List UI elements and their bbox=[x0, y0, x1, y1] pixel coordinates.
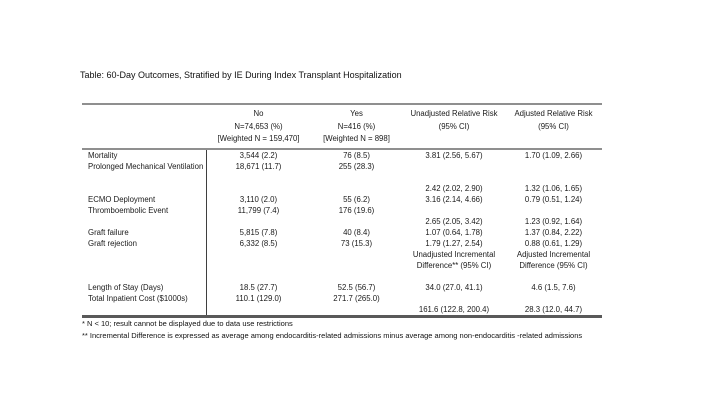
row-label-cell: Graft failure bbox=[82, 227, 207, 238]
value-cell: Difference** (95% CI) bbox=[416, 261, 492, 270]
value-cell bbox=[403, 205, 505, 216]
value-cell bbox=[505, 271, 602, 282]
value-cell: 5,815 (7.8) bbox=[239, 228, 278, 237]
header-col-no bbox=[207, 108, 310, 146]
value-cell: 52.5 (56.7) bbox=[337, 283, 376, 292]
table-row bbox=[82, 172, 602, 183]
table-row bbox=[82, 161, 602, 172]
header-line: Yes bbox=[350, 109, 363, 118]
value-cell: 1.79 (1.27, 2.54) bbox=[425, 239, 483, 248]
header-line: N=416 (%) bbox=[337, 121, 376, 131]
value-cell: 11,799 (7.4) bbox=[237, 206, 280, 215]
value-cell: 0.79 (0.51, 1.24) bbox=[524, 195, 583, 204]
value-cell bbox=[207, 249, 310, 260]
value-cell: 1.23 (0.92, 1.64) bbox=[524, 217, 583, 226]
table-row bbox=[82, 227, 602, 238]
header-col-adjusted-rr bbox=[505, 108, 602, 146]
value-cell: 255 (28.3) bbox=[338, 162, 375, 171]
value-cell: Unadjusted Incremental bbox=[412, 250, 496, 259]
value-cell bbox=[505, 161, 602, 172]
table-row bbox=[82, 205, 602, 216]
value-cell bbox=[207, 271, 310, 282]
row-label-cell bbox=[82, 216, 207, 227]
value-cell bbox=[310, 249, 403, 260]
value-cell: 6,332 (8.5) bbox=[239, 239, 278, 248]
row-label-cell bbox=[82, 172, 207, 183]
value-cell bbox=[403, 172, 505, 183]
value-cell: 18,671 (11.7) bbox=[235, 162, 282, 171]
row-label-cell bbox=[82, 249, 207, 260]
header-line: Unadjusted Relative Risk bbox=[410, 109, 498, 118]
table-body bbox=[82, 150, 602, 318]
table-row bbox=[82, 150, 602, 161]
row-label-cell bbox=[82, 304, 207, 315]
footnote-1: * N < 10; result cannot be displayed due to data use restrictions bbox=[82, 319, 293, 328]
value-cell: 73 (15.3) bbox=[340, 239, 373, 248]
header-line: [Weighted N = 159,470] bbox=[217, 134, 300, 143]
value-cell: 161.6 (122.8, 200.4) bbox=[418, 305, 490, 314]
value-cell bbox=[505, 293, 602, 304]
header-line: N=74,653 (%) bbox=[234, 121, 283, 131]
header-line: [Weighted N = 898] bbox=[323, 134, 390, 143]
row-label-cell: Thromboembolic Event bbox=[82, 205, 207, 216]
row-label-cell: Length of Stay (Days) bbox=[82, 282, 207, 293]
value-cell bbox=[403, 293, 505, 304]
value-cell: 1.37 (0.84, 2.22) bbox=[524, 228, 583, 237]
table-row bbox=[82, 271, 602, 282]
value-cell: 1.70 (1.09, 2.66) bbox=[524, 151, 583, 160]
value-cell: 55 (6.2) bbox=[343, 195, 370, 204]
outcomes-table bbox=[82, 103, 602, 318]
value-cell: 271.7 (265.0) bbox=[333, 294, 380, 303]
table-title: Table: 60-Day Outcomes, Stratified by IE During Index Transplant Hospitalization bbox=[80, 70, 402, 80]
value-cell: 1.32 (1.06, 1.65) bbox=[524, 184, 583, 193]
value-cell bbox=[207, 304, 310, 315]
footnote-2: ** Incremental Difference is expressed as average among endocarditis-related admissions minus average among non-endocarditis -related admissions bbox=[82, 331, 583, 340]
value-cell bbox=[403, 161, 505, 172]
table-row bbox=[82, 304, 602, 315]
value-cell: 40 (8.4) bbox=[343, 228, 370, 237]
row-label-cell: Graft rejection bbox=[82, 238, 207, 249]
value-cell: 3.16 (2.14, 4.66) bbox=[425, 195, 483, 204]
value-cell bbox=[207, 260, 310, 271]
table-row bbox=[82, 282, 602, 293]
value-cell: 176 (19.6) bbox=[338, 206, 375, 215]
table-row bbox=[82, 238, 602, 249]
value-cell: 28.3 (12.0, 44.7) bbox=[524, 305, 583, 314]
header-line: No bbox=[253, 109, 264, 118]
table-row bbox=[82, 194, 602, 205]
row-label-cell bbox=[82, 271, 207, 282]
header-empty-cell bbox=[82, 108, 207, 146]
value-cell: Difference (95% CI) bbox=[519, 261, 588, 270]
value-cell bbox=[403, 271, 505, 282]
value-cell bbox=[207, 183, 310, 194]
value-cell: 2.65 (2.05, 3.42) bbox=[425, 217, 483, 226]
value-cell: 0.88 (0.61, 1.29) bbox=[524, 239, 583, 248]
value-cell: 76 (8.5) bbox=[343, 151, 370, 160]
table-row bbox=[82, 260, 602, 271]
value-cell bbox=[310, 271, 403, 282]
table-row bbox=[82, 249, 602, 260]
value-cell bbox=[310, 304, 403, 315]
row-label-cell: Prolonged Mechanical Ventilation bbox=[82, 161, 207, 172]
row-label-cell bbox=[82, 260, 207, 271]
value-cell: 3,110 (2.0) bbox=[239, 195, 278, 204]
value-cell bbox=[310, 183, 403, 194]
value-cell bbox=[505, 205, 602, 216]
value-cell: 110.1 (129.0) bbox=[235, 294, 282, 303]
value-cell: 1.07 (0.64, 1.78) bbox=[425, 228, 483, 237]
row-label-cell bbox=[82, 183, 207, 194]
value-cell: 4.6 (1.5, 7.6) bbox=[531, 283, 576, 292]
header-col-yes bbox=[310, 108, 403, 146]
value-cell bbox=[207, 172, 310, 183]
table-row bbox=[82, 183, 602, 194]
value-cell bbox=[310, 172, 403, 183]
value-cell: 34.0 (27.0, 41.1) bbox=[425, 283, 483, 292]
value-cell: 3,544 (2.2) bbox=[239, 151, 278, 160]
value-cell bbox=[207, 216, 310, 227]
row-label-cell: ECMO Deployment bbox=[82, 194, 207, 205]
header-line: (95% CI) bbox=[438, 121, 470, 131]
header-col-unadjusted-rr bbox=[403, 108, 505, 146]
value-cell bbox=[505, 172, 602, 183]
header-line: Adjusted Relative Risk bbox=[514, 109, 593, 118]
value-cell bbox=[310, 260, 403, 271]
value-cell: 18.5 (27.7) bbox=[239, 283, 278, 292]
footnotes-block bbox=[82, 318, 582, 342]
row-label-cell: Total Inpatient Cost ($1000s) bbox=[82, 293, 207, 304]
table-header-row bbox=[82, 105, 602, 150]
value-cell: 3.81 (2.56, 5.67) bbox=[425, 151, 483, 160]
value-cell bbox=[310, 216, 403, 227]
table-row bbox=[82, 216, 602, 227]
value-cell: Adjusted Incremental bbox=[516, 250, 591, 259]
table-row bbox=[82, 293, 602, 304]
header-line: (95% CI) bbox=[538, 121, 569, 131]
row-label-cell: Mortality bbox=[82, 150, 207, 161]
value-cell: 2.42 (2.02, 2.90) bbox=[425, 184, 483, 193]
